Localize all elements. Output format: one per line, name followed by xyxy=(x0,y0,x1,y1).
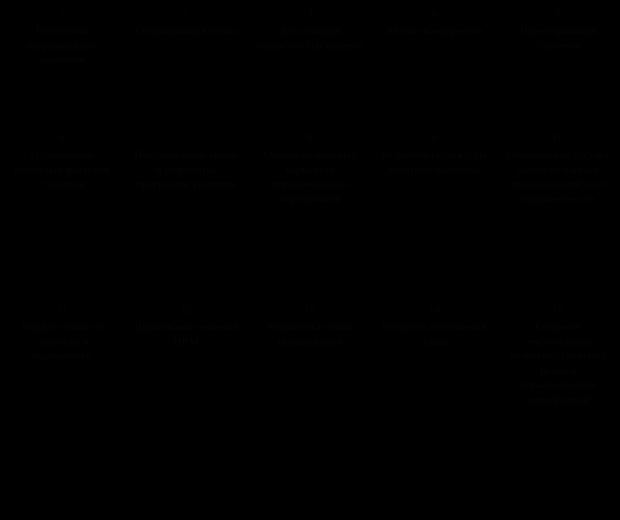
diagram-node-11[interactable] xyxy=(0,296,124,520)
node-number: 13 xyxy=(304,304,316,316)
node-number: 14 xyxy=(428,304,440,316)
diagram-node-15[interactable] xyxy=(496,296,620,520)
node-label: Бюджет плана по проектам в отдельности xyxy=(20,321,104,362)
node-number: 8 xyxy=(307,132,313,144)
node-label: Детализация потребностей клиента xyxy=(256,25,364,52)
node-number: 4 xyxy=(431,8,437,20)
diagram-node-14[interactable] xyxy=(372,296,496,520)
node-number: 10 xyxy=(552,132,564,144)
node-number: 5 xyxy=(555,8,561,20)
diagram-node-9[interactable] xyxy=(372,124,496,296)
diagram-node-3[interactable] xyxy=(248,0,372,124)
node-number: 9 xyxy=(431,132,437,144)
diagram-node-8[interactable] xyxy=(248,124,372,296)
node-label: Создание рекомендаций развития структуры целей и управленческих мероприятий xyxy=(510,321,606,406)
node-label: Источники информации о заказчике xyxy=(27,25,97,66)
diagram-node-12[interactable] xyxy=(124,296,248,520)
node-label: Определение состава задействованных подразделений и их подчиненности xyxy=(507,149,609,205)
node-label: Постановление целей и разработка программы развития xyxy=(134,149,238,190)
diagram-node-5[interactable] xyxy=(496,0,620,124)
node-label: Оценка возможных вариантов управленческих мероприятий xyxy=(263,149,357,205)
diagram-node-4[interactable] xyxy=(372,0,496,124)
node-label: Правильные решения HRM xyxy=(134,321,238,348)
diagram-node-6[interactable] xyxy=(0,124,124,296)
node-label: Контроль исполнения плана xyxy=(381,321,487,348)
node-number: 6 xyxy=(59,132,65,144)
node-number: 11 xyxy=(56,304,68,316)
node-number: 1 xyxy=(59,8,65,20)
node-label: Идентификация стратегий xyxy=(519,25,597,52)
node-number: 2 xyxy=(183,8,189,20)
node-number: 3 xyxy=(307,8,313,20)
node-label: Спецификация плана xyxy=(135,25,237,37)
diagram-node-10[interactable] xyxy=(496,124,620,296)
diagram-node-13[interactable] xyxy=(248,296,372,520)
diagram-node-1[interactable] xyxy=(0,0,124,124)
node-label: Анализ конкурентов xyxy=(385,25,483,37)
node-label: Разработка структуры действий заказчика xyxy=(381,149,487,176)
node-label: Разработка плана продвижения xyxy=(268,321,352,348)
node-label: Определение ключевых факторов стратегии xyxy=(14,149,110,190)
diagram-node-2[interactable] xyxy=(124,0,248,124)
node-number: 12 xyxy=(180,304,192,316)
diagram-node-7[interactable] xyxy=(124,124,248,296)
node-number: 7 xyxy=(183,132,189,144)
node-number: 15 xyxy=(552,304,564,316)
